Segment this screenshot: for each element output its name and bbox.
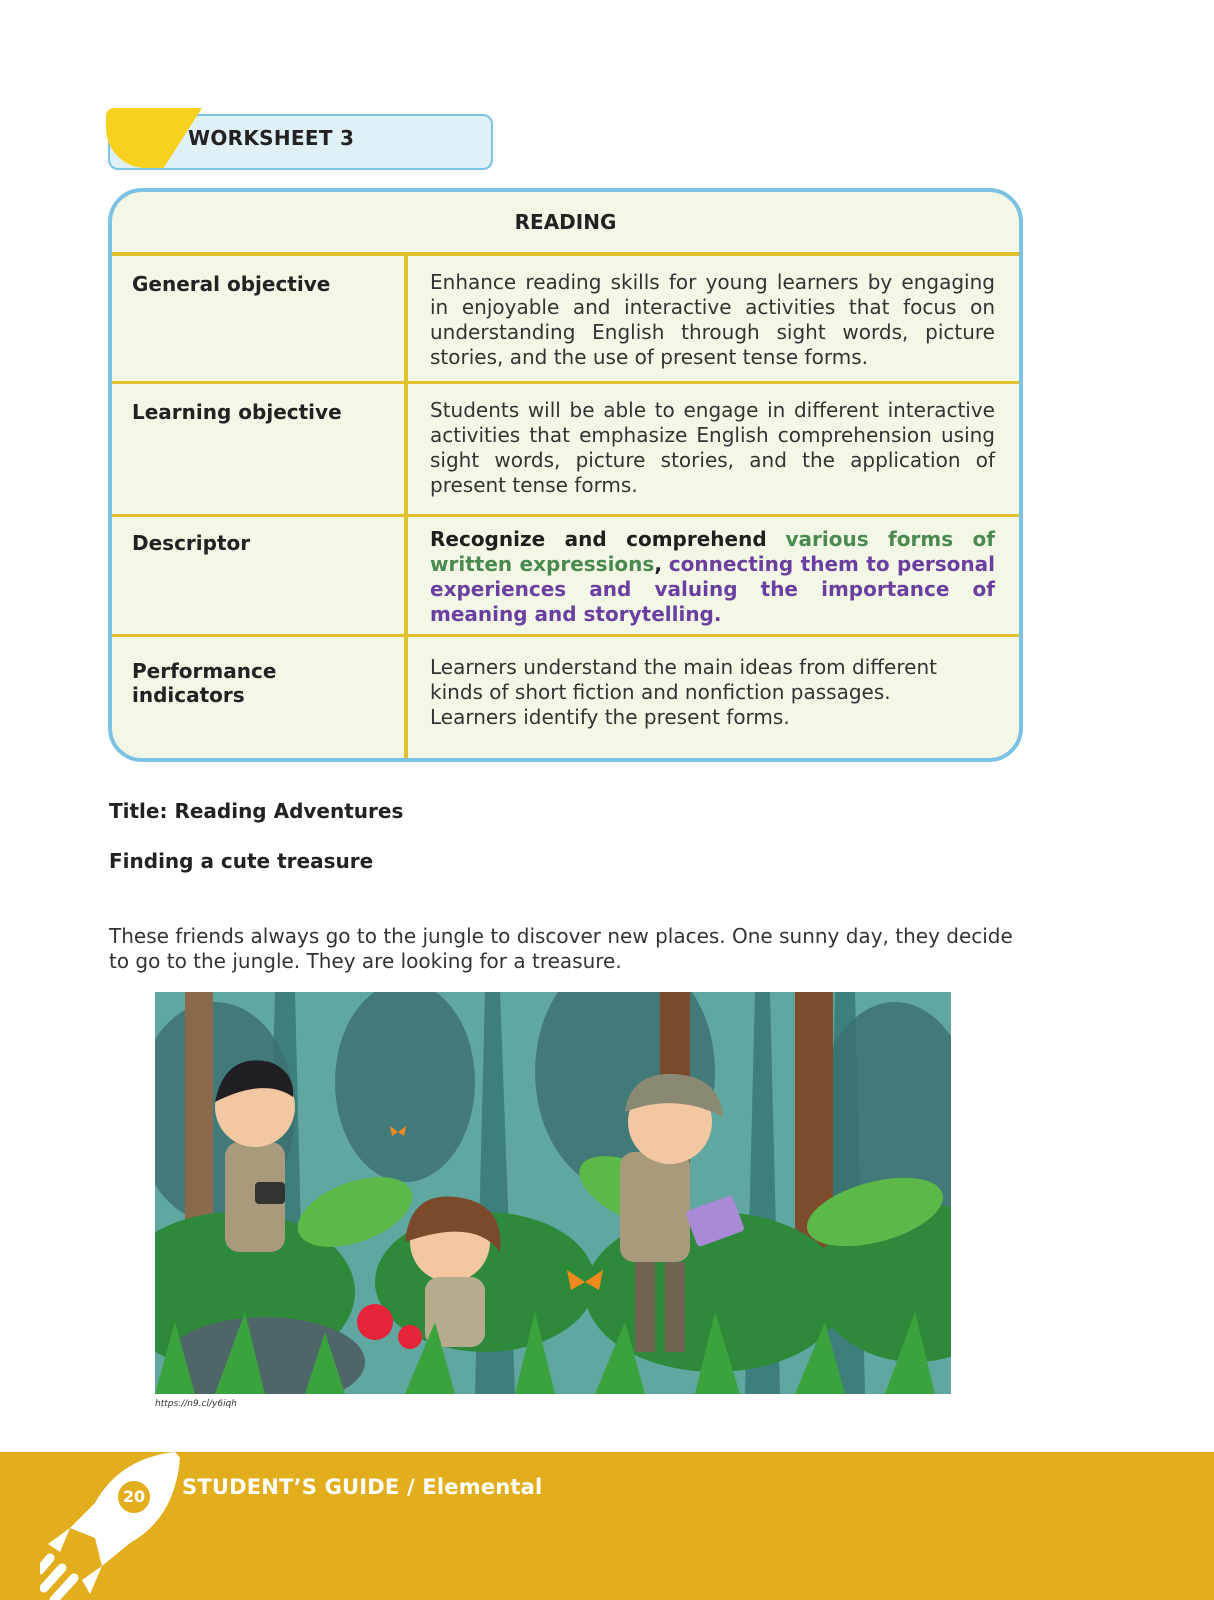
- descriptor-bold: Recognize and comprehend: [430, 527, 767, 551]
- table-row: [112, 256, 1019, 384]
- jungle-illustration: [155, 992, 951, 1394]
- story-subtitle: Finding a cute treasure: [109, 849, 374, 873]
- table-row: [112, 637, 1019, 762]
- page-number: 20: [116, 1479, 152, 1515]
- story-text: These friends always go to the jungle to discover new places. One sunny day, they decide to go to the jungle. They are looking for a treasure.: [109, 924, 1013, 973]
- row-text: [408, 637, 1019, 762]
- image-credit: https://n9.cl/y6iqh: [155, 1399, 238, 1409]
- story-paragraph: [109, 924, 1039, 974]
- row-label: Performance indicators: [112, 637, 408, 762]
- table-heading: READING: [112, 192, 1019, 256]
- row-label: Learning objective: [112, 384, 408, 514]
- reading-table: [108, 188, 1023, 762]
- worksheet-title: WORKSHEET 3: [188, 126, 355, 150]
- descriptor-comma: ,: [654, 552, 662, 576]
- table-row: [112, 384, 1019, 517]
- row-text: [408, 384, 1019, 514]
- general-objective-text: Enhance reading skills for young learners by engaging in enjoyable and interactive activities that focus on understanding English through sight words, picture stories, and the use of present tense forms.: [430, 270, 995, 369]
- story-title: Title: Reading Adventures: [109, 799, 404, 823]
- row-text: [408, 256, 1019, 381]
- descriptor-text: [430, 527, 995, 627]
- boy-figure: [215, 1060, 295, 1252]
- footer-title: STUDENT’S GUIDE / Elemental: [182, 1475, 543, 1499]
- descriptor-green: various forms of written expressions: [430, 527, 995, 576]
- row-label: Descriptor: [112, 517, 408, 634]
- learning-objective-text: Students will be able to engage in different interactive activities that emphasize English comprehension using sight words, picture stories, and the application of present tense forms.: [430, 398, 995, 497]
- row-label: General objective: [112, 256, 408, 381]
- descriptor-purple: connecting them to personal experiences and valuing the importance of meaning and storytelling.: [430, 552, 995, 626]
- table-row: [112, 517, 1019, 637]
- indicator-line: Learners identify the present forms.: [430, 705, 790, 729]
- row-text: [408, 517, 1019, 634]
- indicator-line: Learners understand the main ideas from different kinds of short fiction and nonfiction passages.: [430, 655, 937, 704]
- rocket-icon: [40, 1448, 190, 1600]
